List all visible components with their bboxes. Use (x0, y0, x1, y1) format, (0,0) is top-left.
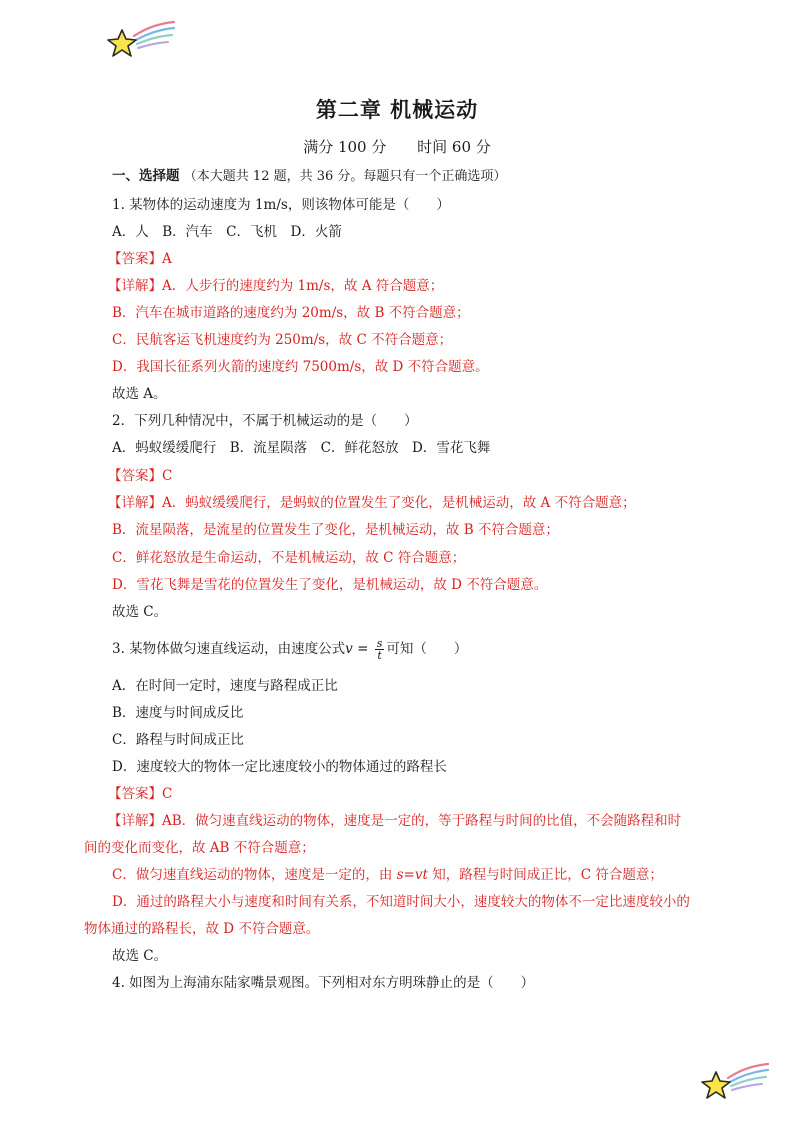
q3-option-a: A．在时间一定时，速度与路程成正比 (112, 678, 338, 694)
q1-explanation-c: C．民航客运飞机速度约为 250m/s，故 C 不符合题意； (112, 332, 453, 348)
q3-option-c: C．路程与时间成正比 (112, 732, 244, 748)
section-note: （本大题共 12 题，共 36 分。每题只有一个正确选项） (183, 169, 507, 184)
q2-explanation-a: 【详解】A．蚂蚁缓缓爬行，是蚂蚁的位置发生了变化，是机械运动，故 A 不符合题意； (108, 495, 636, 511)
q3-stem (112, 636, 467, 662)
section-heading: 一、选择题 (112, 168, 180, 184)
page-title: 第二章 机械运动 (315, 97, 479, 122)
q1-answer: 【答案】A (108, 251, 172, 267)
q4-stem: 4. 如图为上海浦东陆家嘴景观图。下列相对东方明珠静止的是（ ） (112, 975, 535, 991)
q1-conclusion: 故选 A。 (112, 386, 167, 402)
q2-stem: 2．下列几种情况中，不属于机械运动的是（ ） (112, 413, 418, 429)
q3-option-d: D．速度较大的物体一定比速度较小的物体通过的路程长 (112, 759, 447, 775)
q3-exp-c-end: 知，路程与时间成正比，C 符合题意； (427, 867, 663, 883)
q2-explanation-d: D．雪花飞舞是雪花的位置发生了变化，是机械运动，故 D 不符合题意。 (112, 577, 548, 593)
q1-stem: 1. 某物体的运动速度为 1m/s，则该物体可能是（ ） (112, 197, 450, 213)
formula-equals: = (352, 641, 373, 657)
exam-meta (0, 136, 794, 157)
q3-option-b: B．速度与时间成反比 (112, 705, 244, 721)
q2-explanation-c: C．鲜花怒放是生命运动，不是机械运动，故 C 符合题意； (112, 550, 466, 566)
distance-formula: s=vt (396, 867, 428, 883)
q1-explanation-d: D．我国长征系列火箭的速度约 7500m/s，故 D 不符合题意。 (112, 359, 489, 375)
q2-answer: 【答案】C (108, 468, 173, 484)
q2-options: A．蚂蚁缓缓爬行 B．流星陨落 C．鲜花怒放 D．雪花飞舞 (112, 440, 491, 456)
q1-explanation-b: B．汽车在城市道路的速度约为 20m/s，故 B 不符合题意； (112, 305, 470, 321)
q1-explanation-a: 【详解】A．人步行的速度约为 1m/s，故 A 符合题意； (108, 278, 444, 294)
q3-explanation-ab-2: 间的变化而变化，故 AB 不符合题意； (84, 840, 315, 856)
time-limit: 时间 60 分 (417, 138, 491, 156)
q3-conclusion: 故选 C。 (112, 948, 168, 964)
q3-exp-c-start: C．做匀速直线运动的物体，速度是一定的，由 (112, 867, 397, 883)
q3-explanation-c (112, 865, 663, 885)
q3-explanation-d-2: 物体通过的路程长，故 D 不符合题意。 (84, 921, 320, 937)
shooting-star-icon (104, 16, 176, 58)
full-score: 满分 100 分 (303, 138, 387, 156)
q3-answer: 【答案】C (108, 786, 173, 802)
q2-conclusion: 故选 C。 (112, 604, 168, 620)
q3-explanation-d-1: D．通过的路程大小与速度和时间有关系，不知道时间大小，速度较大的物体不一定比速度较小的 (112, 894, 690, 910)
q3-explanation-ab-1: 【详解】AB．做匀速直线运动的物体，速度是一定的，等于路程与时间的比值，不会随路程和时 (108, 813, 682, 829)
formula-denominator: t (377, 649, 382, 662)
formula-v: v (345, 641, 353, 657)
q3-stem-end: 可知（ ） (386, 641, 468, 657)
q1-options: A．人 B．汽车 C．飞机 D．火箭 (112, 224, 342, 240)
shooting-star-icon-bottom (698, 1058, 770, 1100)
section-heading-line (112, 166, 506, 187)
q3-stem-start: 3. 某物体做匀速直线运动，由速度公式 (112, 641, 346, 657)
formula-numerator: s (376, 637, 383, 650)
speed-formula-fraction (375, 638, 385, 661)
q2-explanation-b: B．流星陨落，是流星的位置发生了变化，是机械运动，故 B 不符合题意； (112, 522, 559, 538)
